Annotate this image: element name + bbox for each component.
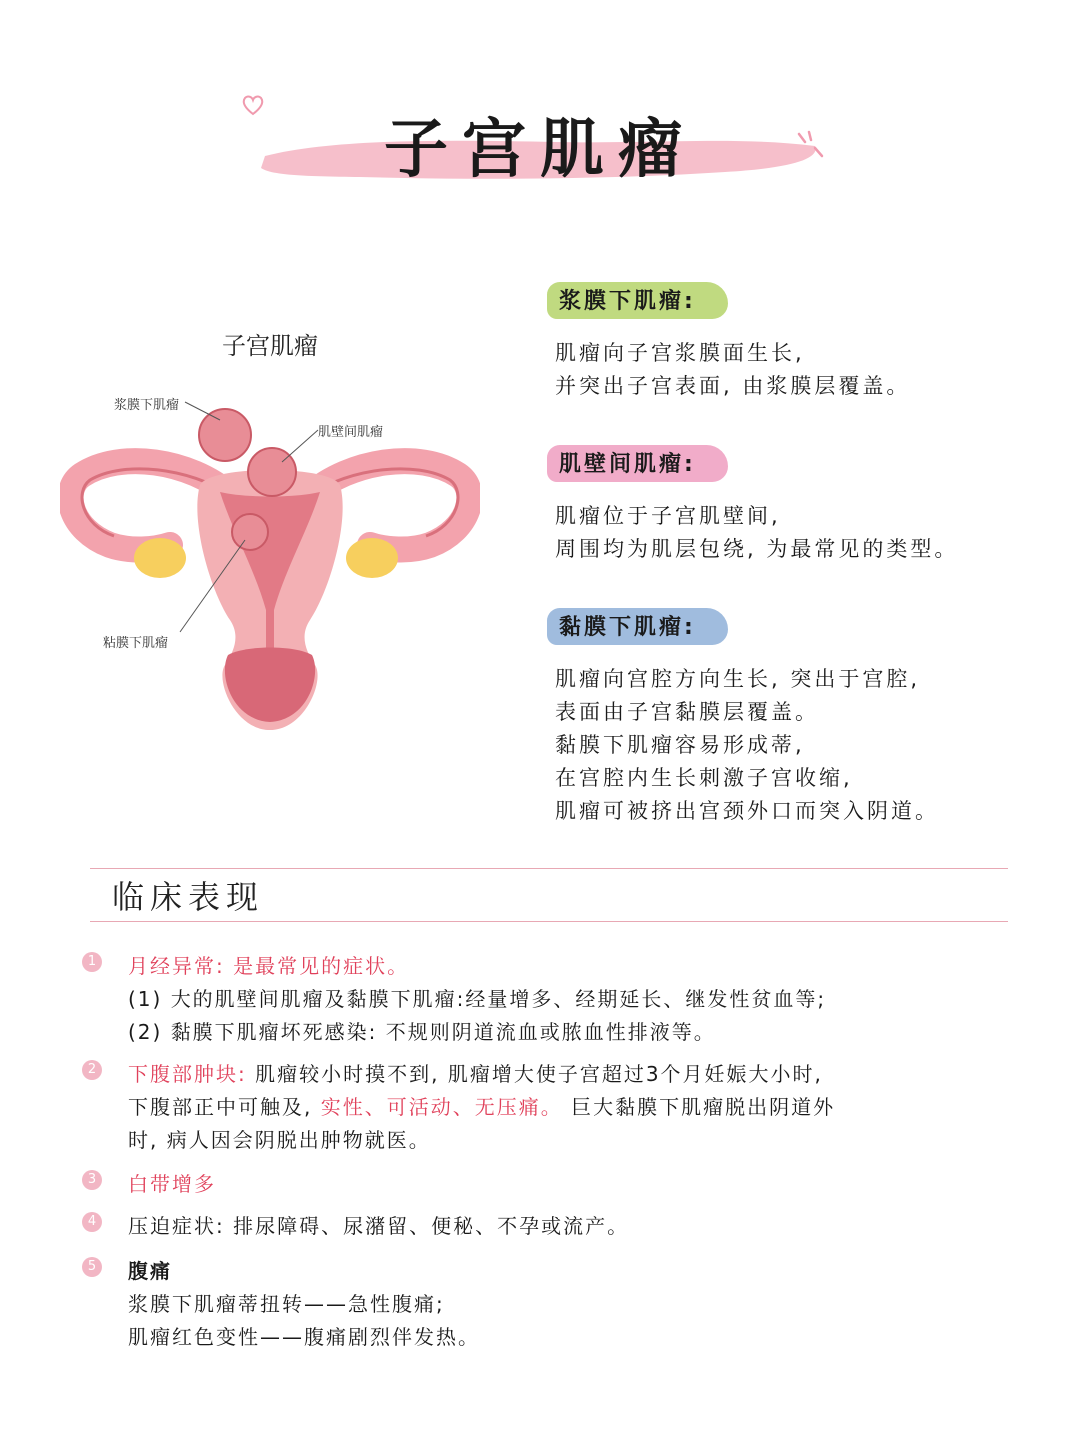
item-text: 肌瘤较小时摸不到, 肌瘤增大使子宫超过3个月妊娠大小时,: [246, 1062, 823, 1086]
type-line: 周围均为肌层包绕, 为最常见的类型。: [555, 537, 959, 561]
number-badge: 3: [82, 1170, 102, 1190]
item-heading: 下腹部肿块:: [128, 1062, 247, 1086]
label-submucosal: 粘膜下肌瘤: [103, 636, 169, 651]
type-line: 黏膜下肌瘤容易形成蒂,: [555, 733, 805, 757]
number-badge: 4: [82, 1212, 102, 1232]
section-heading: 临床表现: [112, 878, 265, 916]
type-line: 并突出子宫表面, 由浆膜层覆盖。: [555, 374, 911, 398]
diagram-title: 子宫肌瘤: [222, 332, 318, 360]
type-line: 肌瘤向宫腔方向生长, 突出于宫腔,: [555, 667, 921, 691]
page-title: 子宫肌瘤: [384, 112, 696, 187]
item-line: 浆膜下肌瘤蒂扭转——急性腹痛;: [128, 1292, 445, 1316]
number-badge: 5: [82, 1257, 102, 1277]
number-badge: 2: [82, 1060, 102, 1080]
number-badge: 1: [82, 952, 102, 972]
type-line: 肌瘤可被挤出宫颈外口而突入阴道。: [555, 799, 939, 823]
label-intramural: 肌壁间肌瘤: [318, 425, 384, 440]
item-heading: 月经异常: 是最常见的症状。: [128, 954, 410, 978]
type-submucosal: [555, 606, 939, 828]
left-ovary: [134, 538, 186, 578]
item-heading: 腹痛: [128, 1259, 172, 1283]
right-ovary: [346, 538, 398, 578]
intramural-fibroid: [248, 448, 296, 496]
item-highlight: 实性、可活动、无压痛。: [320, 1095, 563, 1119]
type-line: 肌瘤位于子宫肌壁间,: [555, 504, 781, 528]
submucosal-fibroid: [232, 514, 268, 550]
subserosal-fibroid: [199, 409, 251, 461]
clinical-item-2: [82, 1058, 1012, 1157]
divider-bottom: [90, 921, 1008, 922]
type-heading: 黏膜下肌瘤:: [559, 615, 696, 640]
type-line: 肌瘤向子宫浆膜面生长,: [555, 341, 805, 365]
item-heading: 白带增多: [128, 1172, 216, 1196]
type-line: 表面由子宫黏膜层覆盖。: [555, 700, 819, 724]
type-heading: 肌壁间肌瘤:: [559, 452, 696, 477]
clinical-item-4: [82, 1210, 1012, 1243]
item-line: (2) 黏膜下肌瘤坏死感染: 不规则阴道流血或脓血性排液等。: [128, 1020, 716, 1044]
label-subserosal: 浆膜下肌瘤: [114, 398, 180, 413]
uterus-diagram: [60, 380, 480, 740]
type-line: 在宫腔内生长刺激子宫收缩,: [555, 766, 853, 790]
item-text: 下腹部正中可触及,: [128, 1095, 321, 1119]
clinical-item-3: [82, 1168, 1012, 1201]
item-line: (1) 大的肌壁间肌瘤及黏膜下肌瘤:经量增多、经期延长、继发性贫血等;: [128, 987, 827, 1011]
item-line: 肌瘤红色变性——腹痛剧烈伴发热。: [128, 1325, 480, 1349]
sparkle-icon: [795, 128, 825, 162]
type-intramural: [555, 443, 958, 566]
clinical-item-1: [82, 950, 1012, 1049]
clinical-item-5: [82, 1255, 1012, 1354]
item-line: 压迫症状: 排尿障碍、尿潴留、便秘、不孕或流产。: [128, 1214, 630, 1238]
heart-icon: [240, 92, 266, 118]
type-heading: 浆膜下肌瘤:: [559, 289, 696, 314]
divider-top: [90, 868, 1008, 869]
item-line: 时, 病人因会阴脱出肿物就医。: [128, 1128, 431, 1152]
type-subserosal: [555, 280, 910, 403]
item-text: 巨大黏膜下肌瘤脱出阴道外: [562, 1095, 836, 1119]
